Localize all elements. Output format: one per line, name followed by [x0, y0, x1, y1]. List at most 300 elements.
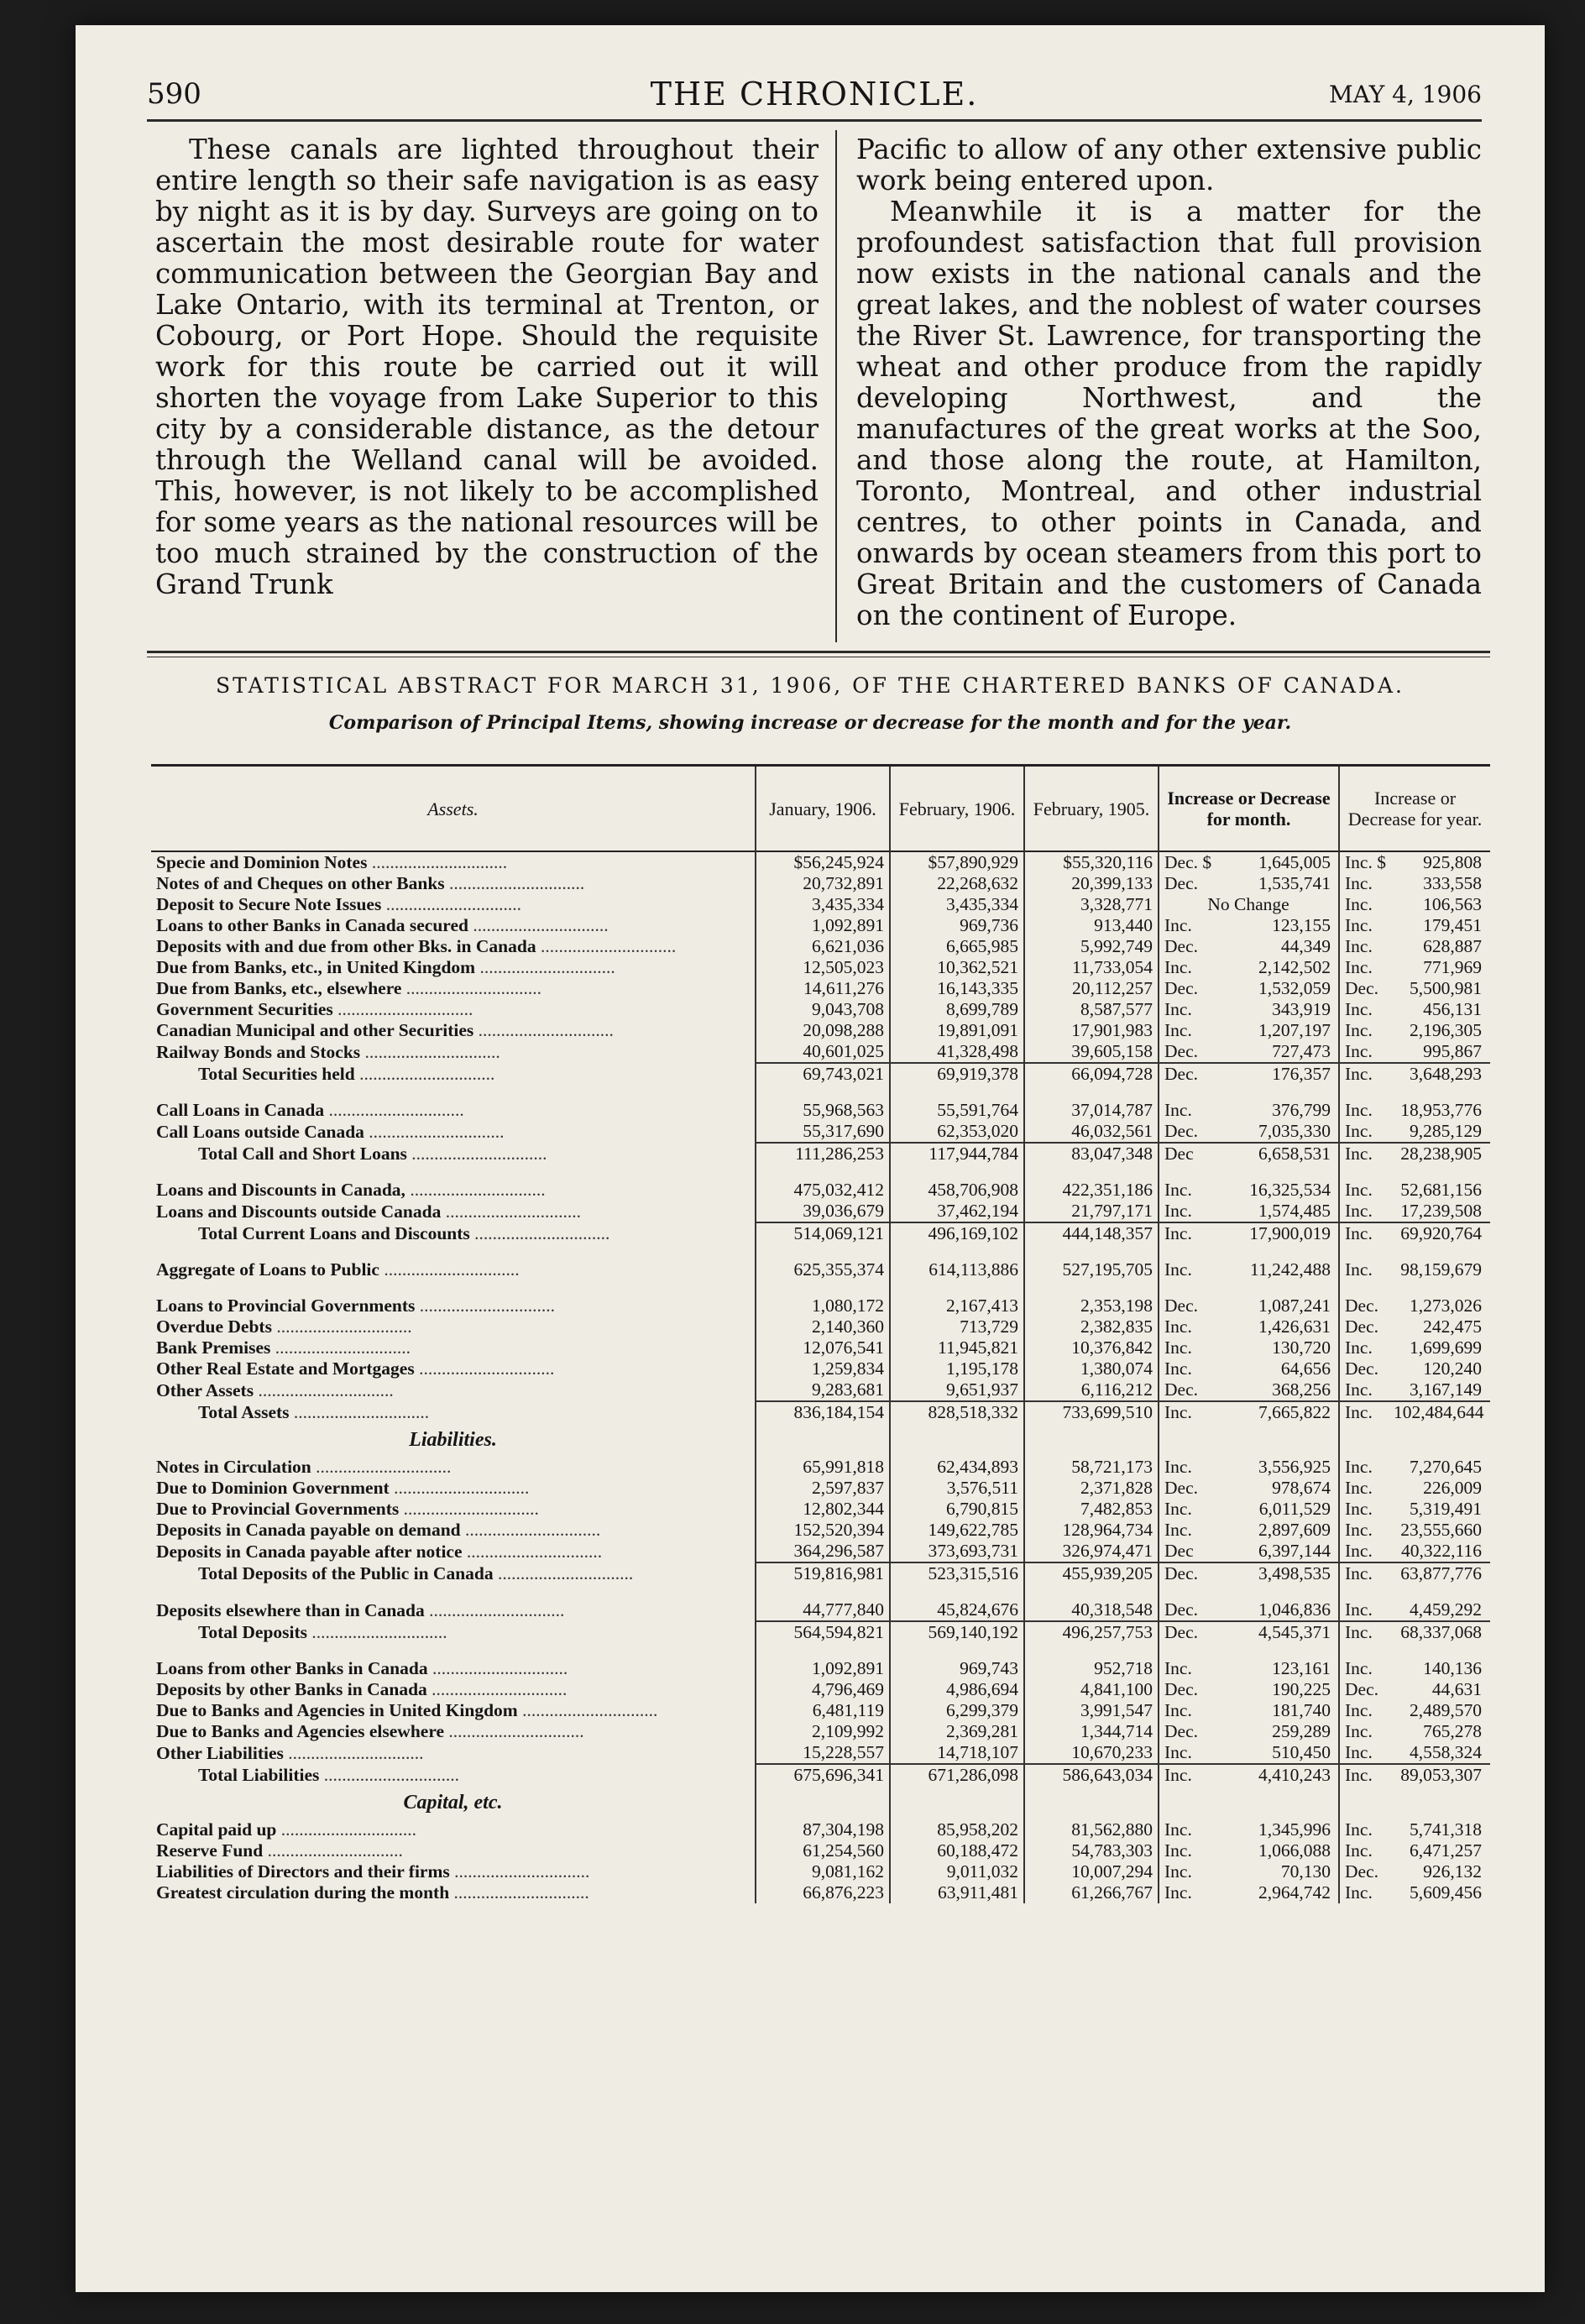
- change-year-value: 7,270,645: [1410, 1457, 1482, 1477]
- value-feb-1906: 6,790,815: [890, 1499, 1024, 1520]
- change-year: [1339, 1861, 1490, 1882]
- page-number: 590: [147, 77, 201, 111]
- change-month-value: 17,900,019: [1249, 1223, 1331, 1243]
- table-row: [151, 1861, 1490, 1882]
- row-label: Deposits in Canada payable after notice ..............................: [156, 1541, 603, 1562]
- change-year-value: 44,631: [1431, 1679, 1482, 1699]
- table-row: [151, 1679, 1490, 1700]
- value-feb-1906: 85,958,202: [890, 1819, 1024, 1840]
- abstract-title: STATISTICAL ABSTRACT FOR MARCH 31, 1906, OF THE CHARTERED BANKS OF CANADA.: [216, 673, 1405, 698]
- value-jan-1906: 836,184,154: [756, 1401, 890, 1423]
- value-feb-1906: 11,945,821: [890, 1337, 1024, 1358]
- change-month-value: 130,720: [1272, 1337, 1331, 1358]
- publication-title: THE CHRONICLE.: [650, 76, 979, 113]
- value-feb-1906: 8,699,789: [890, 999, 1024, 1020]
- change-year: [1339, 1742, 1490, 1764]
- row-label: Total Call and Short Loans ..............................: [198, 1143, 547, 1164]
- change-year-value: 9,285,129: [1410, 1121, 1482, 1141]
- change-year: [1339, 1679, 1490, 1700]
- row-label: Deposits elsewhere than in Canada ..............................: [156, 1599, 565, 1620]
- change-year-kind: Inc.: [1345, 1882, 1373, 1903]
- change-month: [1159, 1599, 1339, 1621]
- value-jan-1906: $56,245,924: [756, 851, 890, 873]
- change-month-value: 6,397,144: [1258, 1541, 1331, 1561]
- row-label: Total Deposits of the Public in Canada ..............................: [198, 1562, 634, 1583]
- change-month-value: 176,357: [1272, 1064, 1331, 1084]
- change-month: [1159, 1180, 1339, 1201]
- table-row: [151, 1020, 1490, 1041]
- change-month-value: 510,450: [1272, 1742, 1331, 1762]
- change-month-kind: Inc.: [1164, 1765, 1192, 1785]
- row-label: Due to Banks and Agencies in United Kingdom ..............................: [156, 1700, 658, 1720]
- change-month: [1159, 1100, 1339, 1121]
- change-month: [1159, 1401, 1339, 1423]
- change-year-value: 628,887: [1423, 936, 1482, 956]
- change-year-kind: Inc.: [1345, 894, 1373, 914]
- table-row: [151, 936, 1490, 957]
- change-month-kind: Inc.: [1164, 1100, 1192, 1120]
- value-feb-1905: 586,643,034: [1024, 1764, 1159, 1786]
- change-month-value: 1,532,059: [1258, 978, 1331, 998]
- page-header: [147, 67, 1482, 126]
- value-feb-1905: 7,482,853: [1024, 1499, 1159, 1520]
- total-row: [151, 1143, 1490, 1165]
- table-row: [151, 1882, 1490, 1903]
- value-feb-1905: 46,032,561: [1024, 1121, 1159, 1143]
- article-left-paragraph: These canals are lighted throughout their entire length so their safe navigation is as easy by night as it is by day. Surveys are going on to ascertain the most desirable route for water communication between the Georgian Bay and Lake Ontario, with its terminal at Trenton, or Cobourg, or Port Hope. Should the requisite work for this route be carried out it will shorten the voyage from Lake Superior to this city by a considerable distance, as the detour through the Welland canal will be avoided. This, however, is not likely to be accomplished for some years as the national resources will be too much strained by the construction of the Grand Trunk: [155, 133, 819, 600]
- change-month-kind: Dec.: [1164, 936, 1198, 956]
- table-row: [151, 1180, 1490, 1201]
- change-month-kind: Dec.: [1164, 1064, 1198, 1084]
- value-jan-1906: 625,355,374: [756, 1259, 890, 1280]
- change-month-kind: Dec.: [1164, 1622, 1198, 1642]
- change-year-value: 765,278: [1423, 1721, 1482, 1741]
- spacer-row: [151, 1280, 1490, 1295]
- change-year-kind: Inc.: [1345, 1457, 1373, 1477]
- change-year-value: 771,969: [1423, 957, 1482, 977]
- value-feb-1905: 10,670,233: [1024, 1742, 1159, 1764]
- value-feb-1906: 41,328,498: [890, 1041, 1024, 1063]
- value-jan-1906: 15,228,557: [756, 1742, 890, 1764]
- value-feb-1905: 455,939,205: [1024, 1562, 1159, 1584]
- change-year-value: 2,489,570: [1410, 1700, 1482, 1720]
- change-year-kind: Dec.: [1345, 1316, 1378, 1337]
- table-row: [151, 1100, 1490, 1121]
- table-row: [151, 1700, 1490, 1721]
- section-heading: Liabilities.: [409, 1428, 497, 1451]
- change-month-value: 123,155: [1272, 915, 1331, 935]
- col-header-change-month: Increase or Decrease for month.: [1159, 766, 1339, 852]
- change-month-value: 2,897,609: [1258, 1520, 1331, 1540]
- change-year-value: 1,699,699: [1410, 1337, 1482, 1358]
- spacer-row: [151, 1165, 1490, 1180]
- change-month-value: 978,674: [1272, 1478, 1331, 1498]
- spacer-row: [151, 1643, 1490, 1658]
- change-month: [1159, 1316, 1339, 1337]
- change-month: [1159, 1063, 1339, 1085]
- change-month: [1159, 1764, 1339, 1786]
- col-header-change-year: Increase or Decrease for year.: [1339, 766, 1490, 852]
- value-feb-1906: 2,167,413: [890, 1295, 1024, 1316]
- change-month: [1159, 1457, 1339, 1478]
- table-row: [151, 1599, 1490, 1621]
- value-feb-1906: 3,576,511: [890, 1478, 1024, 1499]
- value-jan-1906: 44,777,840: [756, 1599, 890, 1621]
- value-jan-1906: 675,696,341: [756, 1764, 890, 1786]
- change-month: [1159, 894, 1339, 915]
- table-row: [151, 1541, 1490, 1562]
- change-month: [1159, 1201, 1339, 1222]
- change-month-value: 4,545,371: [1258, 1622, 1331, 1642]
- change-month-kind: Inc.: [1164, 1201, 1192, 1221]
- value-feb-1905: 37,014,787: [1024, 1100, 1159, 1121]
- header-rule: [147, 119, 1482, 122]
- row-label: Overdue Debts ..............................: [156, 1316, 412, 1337]
- change-month-value: 727,473: [1272, 1041, 1331, 1061]
- value-jan-1906: 2,597,837: [756, 1478, 890, 1499]
- change-month-value: 1,535,741: [1258, 873, 1331, 893]
- change-year-kind: Inc.: [1345, 1819, 1373, 1840]
- value-feb-1905: 733,699,510: [1024, 1401, 1159, 1423]
- value-jan-1906: 12,076,541: [756, 1337, 890, 1358]
- row-label: Railway Bonds and Stocks ..............................: [156, 1041, 500, 1062]
- col-header-feb-1906: February, 1906.: [890, 766, 1024, 852]
- change-month-kind: Dec.: [1164, 1679, 1198, 1699]
- change-year-kind: Inc.: [1345, 1223, 1373, 1243]
- value-feb-1905: 54,783,303: [1024, 1840, 1159, 1861]
- change-year-kind: Inc.: [1345, 1700, 1373, 1720]
- value-feb-1906: 37,462,194: [890, 1201, 1024, 1222]
- change-year: [1339, 1457, 1490, 1478]
- row-label: Total Liabilities ..............................: [198, 1764, 459, 1785]
- row-label: Loans to other Banks in Canada secured ..............................: [156, 915, 609, 935]
- total-row: [151, 1621, 1490, 1643]
- change-year-kind: Inc.: [1345, 1402, 1373, 1422]
- change-year-kind: Dec.: [1345, 1679, 1378, 1699]
- value-feb-1906: 60,188,472: [890, 1840, 1024, 1861]
- change-month-value: 64,656: [1280, 1358, 1331, 1379]
- table-row: [151, 873, 1490, 894]
- change-year-value: 18,953,776: [1400, 1100, 1482, 1120]
- row-label: Notes in Circulation ..............................: [156, 1457, 452, 1477]
- change-year-kind: Inc.: [1345, 1721, 1373, 1741]
- table-row: [151, 1259, 1490, 1280]
- change-month: [1159, 1478, 1339, 1499]
- row-label: Due to Provincial Governments ..............................: [156, 1499, 539, 1519]
- change-year: [1339, 894, 1490, 915]
- change-month: [1159, 1020, 1339, 1041]
- row-label: Specie and Dominion Notes ..............................: [156, 852, 508, 872]
- change-year: [1339, 1222, 1490, 1244]
- change-month-value: 343,919: [1272, 999, 1331, 1019]
- issue-date: MAY 4, 1906: [1328, 81, 1482, 108]
- value-jan-1906: 1,092,891: [756, 1658, 890, 1679]
- change-year: [1339, 1337, 1490, 1358]
- row-label: Other Assets ..............................: [156, 1379, 394, 1400]
- change-year-value: 3,167,149: [1410, 1379, 1482, 1400]
- change-year-kind: Inc.: [1345, 1840, 1373, 1861]
- value-feb-1906: 713,729: [890, 1316, 1024, 1337]
- value-feb-1905: 10,376,842: [1024, 1337, 1159, 1358]
- change-month-value: 3,498,535: [1258, 1563, 1331, 1583]
- row-label: Deposit to Secure Note Issues ..............................: [156, 894, 521, 914]
- value-feb-1906: 4,986,694: [890, 1679, 1024, 1700]
- change-month-value: 3,556,925: [1258, 1457, 1331, 1477]
- change-month: [1159, 1562, 1339, 1584]
- change-year-value: 102,484,644: [1394, 1402, 1484, 1422]
- value-feb-1905: $55,320,116: [1024, 851, 1159, 873]
- value-jan-1906: 519,816,981: [756, 1562, 890, 1584]
- change-month-value: 190,225: [1272, 1679, 1331, 1699]
- value-feb-1905: 39,605,158: [1024, 1041, 1159, 1063]
- value-feb-1905: 11,733,054: [1024, 957, 1159, 978]
- col-header-jan-1906: January, 1906.: [756, 766, 890, 852]
- change-year-value: 17,239,508: [1400, 1201, 1482, 1221]
- change-month-kind: Inc.: [1164, 1861, 1192, 1882]
- value-jan-1906: 364,296,587: [756, 1541, 890, 1562]
- table-row: [151, 957, 1490, 978]
- value-feb-1906: 614,113,886: [890, 1259, 1024, 1280]
- change-month-value: 1,645,005: [1258, 852, 1331, 872]
- change-month-kind: Inc.: [1164, 1499, 1192, 1519]
- change-month-value: 1,087,241: [1258, 1295, 1331, 1316]
- change-month-value: 44,349: [1280, 936, 1331, 956]
- value-feb-1905: 1,344,714: [1024, 1721, 1159, 1742]
- change-month-value: 1,345,996: [1258, 1819, 1331, 1840]
- value-feb-1905: 58,721,173: [1024, 1457, 1159, 1478]
- change-year-value: 995,867: [1423, 1041, 1482, 1061]
- value-feb-1906: 969,743: [890, 1658, 1024, 1679]
- col-header-feb-1905: February, 1905.: [1024, 766, 1159, 852]
- row-label: Liabilities of Directors and their firms ..............................: [156, 1861, 590, 1882]
- value-feb-1906: 969,736: [890, 915, 1024, 936]
- change-year: [1339, 1700, 1490, 1721]
- article-right-paragraph-1: Pacific to allow of any other extensive public work being entered upon.: [856, 133, 1482, 196]
- change-year-value: 23,555,660: [1400, 1520, 1482, 1540]
- change-month-kind: Dec.: [1164, 1563, 1198, 1583]
- value-feb-1905: 326,974,471: [1024, 1541, 1159, 1562]
- value-jan-1906: 55,968,563: [756, 1100, 890, 1121]
- change-month: [1159, 1295, 1339, 1316]
- value-feb-1906: 69,919,378: [890, 1063, 1024, 1085]
- value-feb-1906: 22,268,632: [890, 873, 1024, 894]
- col-header-assets: Assets.: [427, 798, 479, 819]
- value-feb-1905: 8,587,577: [1024, 999, 1159, 1020]
- article-left-column: [155, 134, 819, 600]
- change-year-kind: Inc.: [1345, 1499, 1373, 1519]
- change-year: [1339, 1201, 1490, 1222]
- row-label: Bank Premises ..............................: [156, 1337, 411, 1358]
- change-year: [1339, 873, 1490, 894]
- change-month: [1159, 1840, 1339, 1861]
- change-month: [1159, 1621, 1339, 1643]
- change-year-kind: Inc.: [1345, 1563, 1373, 1583]
- change-year: [1339, 1599, 1490, 1621]
- change-month-value: 1,046,836: [1258, 1599, 1331, 1620]
- change-year-kind: Inc.: [1345, 999, 1373, 1019]
- value-feb-1905: 913,440: [1024, 915, 1159, 936]
- change-month-kind: Inc.: [1164, 1358, 1192, 1379]
- change-year-kind: Inc.: [1345, 936, 1373, 956]
- change-month-kind: Inc.: [1164, 957, 1192, 977]
- change-year-value: 6,471,257: [1410, 1840, 1482, 1861]
- value-jan-1906: 152,520,394: [756, 1520, 890, 1541]
- change-year: [1339, 851, 1490, 873]
- change-month-value: 259,289: [1272, 1721, 1331, 1741]
- table-row: [151, 851, 1490, 873]
- change-year: [1339, 936, 1490, 957]
- table-row: [151, 1316, 1490, 1337]
- table-row: [151, 999, 1490, 1020]
- row-label: Loans and Discounts in Canada, ..............................: [156, 1180, 546, 1200]
- value-feb-1906: 14,718,107: [890, 1742, 1024, 1764]
- value-jan-1906: 65,991,818: [756, 1457, 890, 1478]
- value-feb-1906: 19,891,091: [890, 1020, 1024, 1041]
- table-row: [151, 978, 1490, 999]
- statistical-abstract-table: [151, 764, 1490, 1903]
- change-year: [1339, 999, 1490, 1020]
- change-month-kind: Dec.: [1164, 1121, 1198, 1141]
- section-heading: Capital, etc.: [403, 1791, 503, 1814]
- change-year-value: 1,273,026: [1410, 1295, 1482, 1316]
- value-jan-1906: 3,435,334: [756, 894, 890, 915]
- total-row: [151, 1222, 1490, 1244]
- change-year-value: 68,337,068: [1400, 1622, 1482, 1642]
- value-feb-1905: 83,047,348: [1024, 1143, 1159, 1165]
- value-feb-1905: 6,116,212: [1024, 1379, 1159, 1401]
- change-year: [1339, 1379, 1490, 1401]
- change-month-kind: Inc.: [1164, 1402, 1192, 1422]
- change-year-kind: Inc.: [1345, 1180, 1373, 1200]
- change-year-value: 456,131: [1423, 999, 1482, 1019]
- change-month: [1159, 1041, 1339, 1063]
- change-month-value: 123,161: [1272, 1658, 1331, 1678]
- value-jan-1906: 12,802,344: [756, 1499, 890, 1520]
- change-year-value: 40,322,116: [1401, 1541, 1482, 1561]
- change-month-value: 11,242,488: [1250, 1259, 1331, 1280]
- change-year-value: 2,196,305: [1410, 1020, 1482, 1040]
- change-month: [1159, 1337, 1339, 1358]
- table-row: [151, 1819, 1490, 1840]
- change-year-kind: Inc.: [1345, 1599, 1373, 1620]
- change-year-value: 5,319,491: [1410, 1499, 1482, 1519]
- value-jan-1906: 2,109,992: [756, 1721, 890, 1742]
- change-month-value: 6,658,531: [1258, 1144, 1331, 1164]
- row-label: Aggregate of Loans to Public ..............................: [156, 1259, 520, 1280]
- table-row: [151, 1721, 1490, 1742]
- value-feb-1906: 671,286,098: [890, 1764, 1024, 1786]
- value-jan-1906: 14,611,276: [756, 978, 890, 999]
- change-year-kind: Inc.: [1345, 873, 1373, 893]
- change-year: [1339, 1721, 1490, 1742]
- change-month-value: 7,035,330: [1258, 1121, 1331, 1141]
- section-rule-top: [147, 651, 1490, 653]
- abstract-subtitle: Comparison of Principal Items, showing increase or decrease for the month and for the year.: [328, 712, 1292, 734]
- row-label: Capital paid up ..............................: [156, 1819, 417, 1840]
- value-feb-1906: 373,693,731: [890, 1541, 1024, 1562]
- change-month-kind: Dec.: [1164, 1721, 1198, 1741]
- change-month-value: 4,410,243: [1258, 1765, 1331, 1785]
- value-jan-1906: 9,283,681: [756, 1379, 890, 1401]
- change-month-value: 2,142,502: [1258, 957, 1331, 977]
- change-year-value: 5,500,981: [1410, 978, 1482, 998]
- change-month-value: 6,011,529: [1258, 1499, 1331, 1519]
- change-year-kind: Inc.: [1345, 1337, 1373, 1358]
- value-feb-1905: 61,266,767: [1024, 1882, 1159, 1903]
- change-month-kind: Inc.: [1164, 1316, 1192, 1337]
- change-year-value: 226,009: [1423, 1478, 1482, 1498]
- value-feb-1905: 21,797,171: [1024, 1201, 1159, 1222]
- change-year: [1339, 1295, 1490, 1316]
- change-year-value: 52,681,156: [1400, 1180, 1482, 1200]
- change-year-kind: Inc.: [1345, 1622, 1373, 1642]
- change-year: [1339, 1499, 1490, 1520]
- change-month: [1159, 1700, 1339, 1721]
- value-jan-1906: 6,621,036: [756, 936, 890, 957]
- change-month: [1159, 1819, 1339, 1840]
- row-label: Notes of and Cheques on other Banks ..............................: [156, 873, 585, 893]
- value-feb-1906: 6,665,985: [890, 936, 1024, 957]
- total-row: [151, 1562, 1490, 1584]
- value-feb-1906: 16,143,335: [890, 978, 1024, 999]
- value-jan-1906: 9,081,162: [756, 1861, 890, 1882]
- article-right-paragraph-2: Meanwhile it is a matter for the profoundest satisfaction that full provision now exists in the national canals and the great lakes, and the noblest of water courses the River St. Lawrence, for transporting the wheat and other produce from the rapidly developing Northwest, and the manufactures of the great works at the Soo, and those along the route, at Hamilton, Toronto, Montreal, and other industrial centres, to other points in Canada, and onwards by ocean steamers from this port to Great Britain and the customers of Canada on the continent of Europe.: [856, 196, 1482, 631]
- value-feb-1906: 63,911,481: [890, 1882, 1024, 1903]
- change-year: [1339, 915, 1490, 936]
- change-month-value: 2,964,742: [1258, 1882, 1331, 1903]
- change-year-kind: Dec.: [1345, 1295, 1378, 1316]
- table-row: [151, 1478, 1490, 1499]
- change-year-kind: Inc.: [1345, 1064, 1373, 1084]
- change-month: [1159, 1358, 1339, 1379]
- change-month: [1159, 1742, 1339, 1764]
- table-row: [151, 1337, 1490, 1358]
- change-month-kind: Inc.: [1164, 1337, 1192, 1358]
- change-month-kind: Inc.: [1164, 1223, 1192, 1243]
- value-feb-1905: 81,562,880: [1024, 1819, 1159, 1840]
- row-label: Other Real Estate and Mortgages ..............................: [156, 1358, 555, 1379]
- table-row: [151, 1840, 1490, 1861]
- change-month-value: 16,325,534: [1249, 1180, 1331, 1200]
- change-month-value: 376,799: [1272, 1100, 1331, 1120]
- change-year: [1339, 1358, 1490, 1379]
- spacer-row: [151, 1584, 1490, 1599]
- row-label: Other Liabilities ..............................: [156, 1742, 424, 1763]
- table-row: [151, 1121, 1490, 1143]
- change-month-kind: Inc.: [1164, 1180, 1192, 1200]
- change-month-kind: Inc.: [1164, 1840, 1192, 1861]
- change-month-value: 181,740: [1272, 1700, 1331, 1720]
- value-feb-1905: 3,991,547: [1024, 1700, 1159, 1721]
- value-jan-1906: 1,092,891: [756, 915, 890, 936]
- value-feb-1905: 1,380,074: [1024, 1358, 1159, 1379]
- value-feb-1906: 6,299,379: [890, 1700, 1024, 1721]
- row-label: Call Loans outside Canada ..............................: [156, 1121, 505, 1142]
- change-month-kind: No Change: [1207, 894, 1289, 914]
- change-month: [1159, 1658, 1339, 1679]
- change-month: [1159, 1861, 1339, 1882]
- change-year: [1339, 1621, 1490, 1643]
- change-month-kind: Dec.: [1164, 978, 1198, 998]
- change-year-kind: Inc.: [1345, 1020, 1373, 1040]
- change-year: [1339, 1882, 1490, 1903]
- change-month-kind: Inc.: [1164, 1700, 1192, 1720]
- change-year: [1339, 1041, 1490, 1063]
- value-feb-1906: 569,140,192: [890, 1621, 1024, 1643]
- value-jan-1906: 55,317,690: [756, 1121, 890, 1143]
- value-jan-1906: 4,796,469: [756, 1679, 890, 1700]
- table-row: [151, 1358, 1490, 1379]
